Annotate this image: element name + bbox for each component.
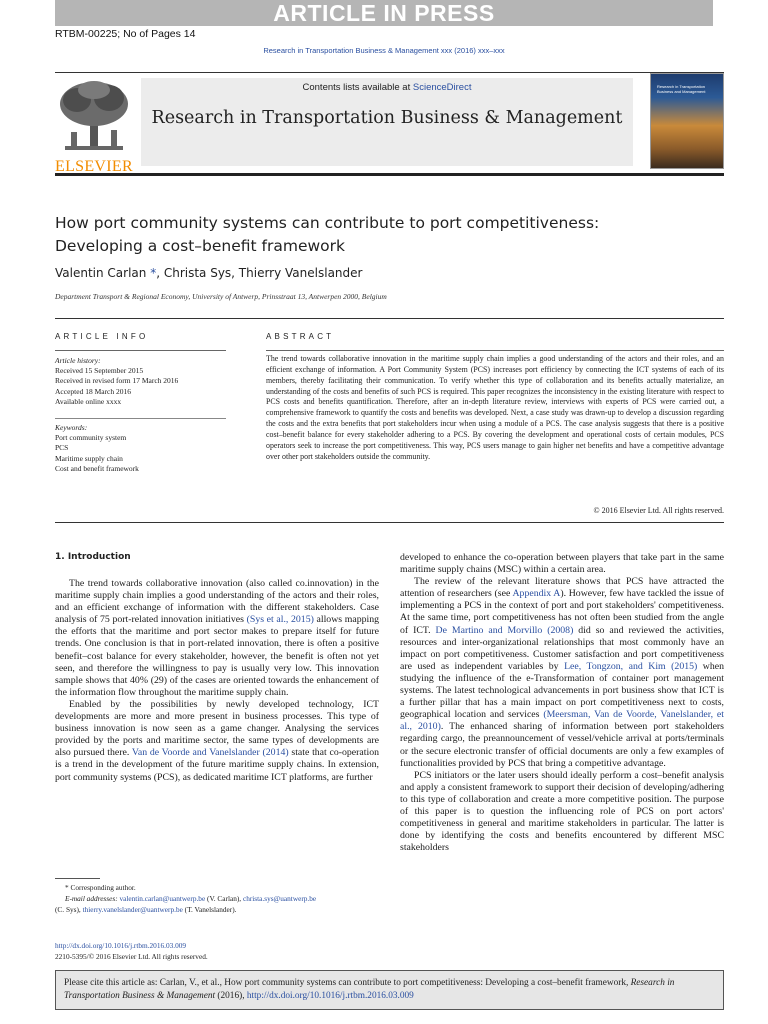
email-link[interactable]: valentin.carlan@uantwerp.be bbox=[119, 894, 206, 903]
citation-link[interactable]: De Martino and Morvillo (2008) bbox=[435, 624, 574, 636]
tree-icon bbox=[55, 78, 133, 156]
issn-line: 2210-5395/© 2016 Elsevier Ltd. All rights reserved. bbox=[55, 952, 208, 961]
abstract-rule bbox=[266, 350, 724, 351]
keywords-rule bbox=[55, 418, 226, 419]
journal-cover-thumbnail[interactable] bbox=[650, 73, 724, 169]
email-line-2 bbox=[55, 904, 385, 915]
article-title bbox=[55, 212, 715, 258]
appendix-link[interactable]: Appendix A bbox=[512, 588, 561, 600]
journal-name: Research in Transportation Business & Management bbox=[151, 108, 623, 128]
cite-this-article-box bbox=[55, 970, 724, 1010]
citation-year: (2016), bbox=[215, 991, 247, 1001]
authors-rest: , Christa Sys, Thierry Vanelslander bbox=[156, 266, 363, 280]
citation-doi-link[interactable]: http://dx.doi.org/10.1016/j.rtbm.2016.03.009 bbox=[246, 991, 414, 1001]
keyword: Port community system bbox=[55, 433, 127, 443]
keywords-label: Keywords: bbox=[55, 423, 88, 432]
paragraph-text: . The enhanced sharing of information between port stakeholders regarding cargo, the preannouncement of vessel/vehicle arrival at ports/terminals or the secure electronic transfer of official documents are only a few examples of functionalities provided by PCS that bring a competitive advantage. bbox=[400, 721, 724, 769]
doi-link[interactable]: http://dx.doi.org/10.1016/j.rtbm.2016.03.009 bbox=[55, 941, 187, 950]
masthead-top-rule bbox=[55, 72, 724, 73]
article-in-press-banner: ARTICLE IN PRESS bbox=[55, 0, 713, 26]
left-column bbox=[55, 578, 379, 784]
abstract-heading: ABSTRACT bbox=[266, 332, 335, 341]
cover-title: Research in Transportation Business and Management bbox=[657, 84, 706, 94]
paragraph-text: when studying the influence of the e-Transformation of container port management systems. The latest technological advancements in port business show that ICT is a further pillar that has a main impact on port competitiveness next to costs, geographical location and services bbox=[400, 660, 724, 721]
keyword: Cost and benefit framework bbox=[55, 463, 139, 473]
doi-block bbox=[55, 940, 208, 962]
history-online: Available online xxxx bbox=[55, 396, 122, 406]
manuscript-id: RTBM-00225; No of Pages 14 bbox=[55, 28, 196, 40]
email-label: E-mail addresses: bbox=[65, 894, 120, 903]
abstract-copyright: © 2016 Elsevier Ltd. All rights reserved. bbox=[593, 506, 724, 515]
paragraph bbox=[400, 576, 724, 770]
paragraph-text: state that co-operation is a trend in the development of the future maritime supply chains. In extension, port community systems (PCS), as dedicated maritime ICT platforms, are further bbox=[55, 747, 379, 783]
keyword: PCS bbox=[55, 443, 69, 453]
email-link[interactable]: thierry.vanelslander@uantwerp.be bbox=[82, 905, 183, 914]
citation-journal: Research in Transportation Business & Management bbox=[64, 978, 675, 1001]
elsevier-tree-logo bbox=[55, 78, 133, 175]
journal-banner bbox=[141, 78, 633, 166]
section-rule bbox=[55, 318, 724, 319]
paragraph-text: allows mapping the efforts that the maritime and port sector makes to prepare itself for future trends. One conclusion is that in port-related innovation, there is often a positive benefit–cost balance for every stakeholder, however, the benefit is often not yet seen, and therefore the willingness to pay is usually very low. This innovation sample shows that 40% (29) of the cases are oriented towards the enhancement of the information flow throughout the maritime supply chain. bbox=[55, 614, 380, 698]
citation-text: Please cite this article as: Carlan, V., et al., How port community systems can contribute to port competitiveness: Developing a cost–benefit framework, bbox=[64, 978, 631, 988]
paragraph bbox=[55, 699, 379, 784]
title-line-1: How port community systems can contribute to port competitiveness: bbox=[55, 214, 600, 232]
author-list bbox=[55, 266, 362, 280]
affiliation: Department Transport & Regional Economy, University of Antwerp, Prinsstraat 13, Antwerpen 2000, Belgium bbox=[55, 292, 387, 301]
history-revised: Received in revised form 17 March 2016 bbox=[55, 376, 179, 386]
paragraph: developed to enhance the co-operation between players that take part in the same maritime supply chains (MSC) within a certain area. bbox=[400, 552, 724, 576]
publisher-wordmark: ELSEVIER bbox=[55, 158, 133, 175]
paragraph-text: The review of the relevant literature shows that PCS have attracted the attention of researchers (see bbox=[400, 576, 724, 600]
keywords-block bbox=[55, 423, 139, 474]
paragraph: PCS initiators or the later users should ideally perform a cost–benefit analysis and apply a consistent framework to support their decision of developing/adhering to this type of collaboration and create a more competitive position. The purpose of this paper is to question the influencing role of PCS on port actors' competitiveness in general and maritime stakeholders in particular. The latter is done by identifying the costs and benefits encountered by different MSC stakeholders bbox=[400, 769, 724, 854]
journal-reference-link[interactable]: Research in Transportation Business & Management xxx (2016) xxx–xxx bbox=[263, 46, 505, 55]
citation-link[interactable]: (Sys et al., 2015) bbox=[246, 614, 314, 626]
footnote bbox=[55, 882, 385, 915]
history-label: Article history: bbox=[55, 356, 101, 365]
history-received: Received 15 September 2015 bbox=[55, 366, 144, 376]
contents-line bbox=[141, 82, 633, 93]
body-rule bbox=[55, 522, 724, 523]
abstract-text: The trend towards collaborative innovation in the maritime supply chain implies a good understanding of the actors and their roles, and an efficient exchange of information. A Port Community System (PCS) increases port efficiency by connecting the ICT systems of each of its members, thereby facilitating their communication. To verify whether this type of collaboration and its benefits actually materialize, an understanding of the costs and benefits of such PCS is required. This paper recognizes the inconsistency in the existing literature with respect to PCS costs and benefits quantification. Therefore, after an in-depth literature review, interviews with experts of PCS were carried out, a comprehensive framework to quantify the costs and benefits was developed. Next, a case study was drawn-up to develop a discussion regarding the costs and the extra benefits that port stakeholders incur when using a module of a PCS. The case analysis suggests that there is a positive cost–benefit balance for every stakeholder adhering to a PCS. By covering the development and operational costs of certain modules, PCS operators seek to increase the port competitiveness. This way, PCS users manage to gain higher net benefits and have a competitive advantage over other port stakeholders outside the community. bbox=[266, 354, 724, 461]
article-history bbox=[55, 356, 178, 407]
corresponding-note: * Corresponding author. bbox=[65, 883, 136, 892]
corresponding-author-star[interactable]: * bbox=[146, 266, 157, 280]
info-rule bbox=[55, 350, 226, 351]
section-heading-introduction: 1. Introduction bbox=[55, 552, 131, 562]
citation-link[interactable]: (Meersman, Van de Voorde, Vanelslander, et al., 2010) bbox=[400, 709, 724, 733]
citation-link[interactable]: Van de Voorde and Vanelslander (2014) bbox=[131, 747, 289, 759]
history-accepted: Accepted 18 March 2016 bbox=[55, 386, 132, 396]
email-owner: (T. Vanelslander). bbox=[182, 905, 237, 914]
masthead bbox=[55, 72, 724, 176]
title-line-2: Developing a cost–benefit framework bbox=[55, 237, 346, 255]
sciencedirect-link[interactable]: ScienceDirect bbox=[412, 82, 472, 93]
paragraph-text: Enabled by the possibilities by newly developed technology, ICT developments are more and more present in business processes. This type of business innovation is now seen as a game changer. Analysing the services provided by the ports and maritime sector, the same types of developments are also pursued there. bbox=[55, 698, 379, 759]
email-owner: (V. Carlan), bbox=[205, 894, 243, 903]
right-column bbox=[400, 552, 724, 854]
footnote-rule bbox=[55, 878, 100, 879]
citation-link[interactable]: Lee, Tongzon, and Kim (2015) bbox=[564, 660, 698, 672]
email-owner: (C. Sys), bbox=[55, 905, 83, 914]
paragraph bbox=[55, 578, 379, 699]
email-line bbox=[55, 893, 385, 904]
article-info-heading: ARTICLE INFO bbox=[55, 332, 149, 341]
author-1: Valentin Carlan bbox=[55, 266, 147, 280]
paragraph-text: ). However, few have tackled the issue of implementing a PCS in the context of port and port stakeholders' competitiveness. At the same time, port competitiveness has not often been studied from the angle of ICT. bbox=[400, 588, 724, 636]
contents-prefix: Contents lists available at bbox=[302, 82, 413, 93]
email-link[interactable]: christa.sys@uantwerp.be bbox=[242, 894, 317, 903]
keyword: Maritime supply chain bbox=[55, 453, 123, 463]
paragraph-text: did so and reviewed the activities, resources and inter-organizational relationships that most commonly have an impact on port competitiveness. Customer satisfaction and port competitiveness are used as independent variables by bbox=[400, 624, 724, 672]
paragraph-text: The trend towards collaborative innovation (also called co.innovation) in the maritime supply chain implies a good understanding of the actors and their roles, and an efficient exchange of information with the different stakeholders. Case analysis of 75 port-related innovation initiatives bbox=[55, 578, 379, 626]
